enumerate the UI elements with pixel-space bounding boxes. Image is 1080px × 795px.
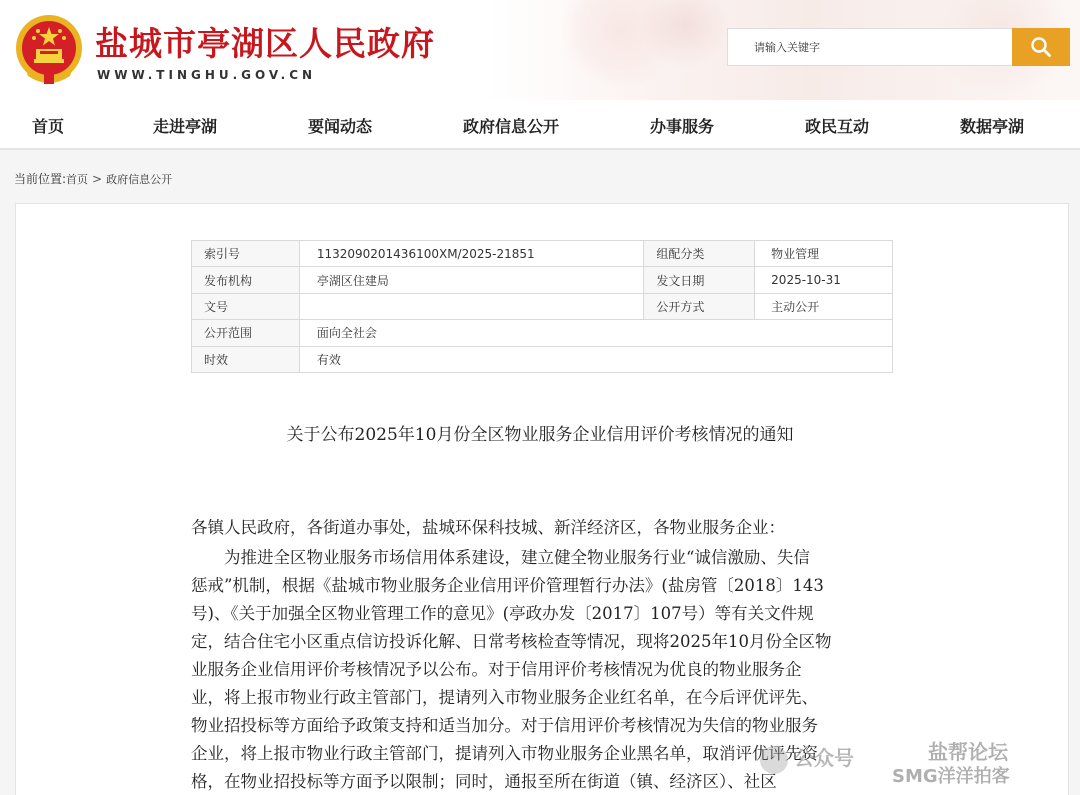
nav-item-interaction[interactable]: 政民互动 xyxy=(805,117,870,136)
meta-value: 物业管理 xyxy=(755,241,893,267)
breadcrumb-link-gov-info[interactable]: 政府信息公开 xyxy=(106,173,173,186)
nav-item-services[interactable]: 办事服务 xyxy=(650,117,715,136)
meta-value: 2025-10-31 xyxy=(755,267,893,293)
site-title[interactable]: 盐城市亭湖区人民政府 xyxy=(95,24,435,63)
article-greeting: 各镇人民政府，各街道办事处，盐城环保科技城、新洋经济区，各物业服务企业： xyxy=(191,518,785,537)
meta-value: 1132090201436100XM/2025-21851 xyxy=(299,241,644,267)
table-row xyxy=(192,293,893,319)
meta-key: 发文日期 xyxy=(644,267,755,293)
nav-item-home[interactable]: 首页 xyxy=(32,117,65,136)
meta-value: 有效 xyxy=(299,346,892,372)
search-input[interactable] xyxy=(727,28,1012,66)
site-header xyxy=(0,0,1080,100)
watermark-prefix: 公众号 xyxy=(794,746,854,770)
meta-value: 主动公开 xyxy=(755,293,893,319)
meta-value: 面向全社会 xyxy=(299,320,892,346)
meta-key: 发布机构 xyxy=(192,267,300,293)
nav-item-gov-info[interactable]: 政府信息公开 xyxy=(463,117,560,136)
article-line: 为推进全区物业服务市场信用体系建设，建立健全物业服务行业“诚信激励、失信 xyxy=(191,548,810,567)
breadcrumb xyxy=(14,170,172,187)
national-emblem-logo[interactable] xyxy=(14,14,84,86)
meta-key: 公开方式 xyxy=(644,293,755,319)
article-line: 物业招投标等方面给予政策支持和适当加分。对于信用评价考核情况为失信的物业服务 xyxy=(191,716,818,735)
watermark xyxy=(760,728,1080,795)
article-line: 企业，将上报市物业行政主管部门，提请列入市物业服务企业黑名单，取消评优评先资 xyxy=(191,744,818,763)
table-row xyxy=(192,267,893,293)
breadcrumb-link-home[interactable]: 首页 xyxy=(66,173,89,186)
meta-value xyxy=(299,293,644,319)
article-line: 惩戒”机制，根据《盐城市物业服务企业信用评价管理暂行办法》(盐房管〔2018〕143 xyxy=(191,576,824,595)
search-bar xyxy=(727,28,1070,66)
article-line: 业，将上报市物业行政主管部门，提请列入市物业服务企业红名单，在今后评优评先、 xyxy=(191,688,818,707)
meta-key: 组配分类 xyxy=(644,241,755,267)
meta-key: 公开范围 xyxy=(192,320,300,346)
nav-item-about[interactable]: 走进亭湖 xyxy=(153,117,218,136)
meta-value: 亭湖区住建局 xyxy=(299,267,644,293)
search-button[interactable] xyxy=(1012,28,1070,66)
nav-item-news[interactable]: 要闻动态 xyxy=(308,117,373,136)
table-row xyxy=(192,346,893,372)
watermark-sub: SMG洋洋拍客 xyxy=(892,766,1010,787)
table-row xyxy=(192,320,893,346)
article-line: 定，结合住宅小区重点信访投诉化解、日常考核检查等情况，现将2025年10月份全区物 xyxy=(191,632,832,651)
meta-key: 文号 xyxy=(192,293,300,319)
article-line: 业服务企业信用评价考核情况予以公布。对于信用评价考核情况为优良的物业服务企 xyxy=(191,660,802,679)
watermark-brand: 盐帮论坛 xyxy=(928,740,1008,764)
breadcrumb-label: 当前位置: xyxy=(14,172,67,186)
nav-item-data[interactable]: 数据亭湖 xyxy=(960,117,1025,136)
meta-key: 时效 xyxy=(192,346,300,372)
site-url: WWW.TINGHU.GOV.CN xyxy=(97,68,317,82)
meta-key: 索引号 xyxy=(192,241,300,267)
wechat-icon xyxy=(760,746,788,774)
breadcrumb-separator: > xyxy=(92,172,103,186)
article-title: 关于公布2025年10月份全区物业服务企业信用评价考核情况的通知 xyxy=(286,425,794,445)
main-nav xyxy=(0,100,1080,150)
document-meta-table xyxy=(191,240,893,373)
article-line: 号)、《关于加强全区物业管理工作的意见》(亭政办发〔2017〕107号）等有关文件规 xyxy=(191,604,814,623)
search-icon xyxy=(1030,36,1052,58)
article-line: 格，在物业招投标等方面予以限制；同时，通报至所在街道（镇、经济区）、社区 xyxy=(191,772,777,791)
table-row xyxy=(192,241,893,267)
